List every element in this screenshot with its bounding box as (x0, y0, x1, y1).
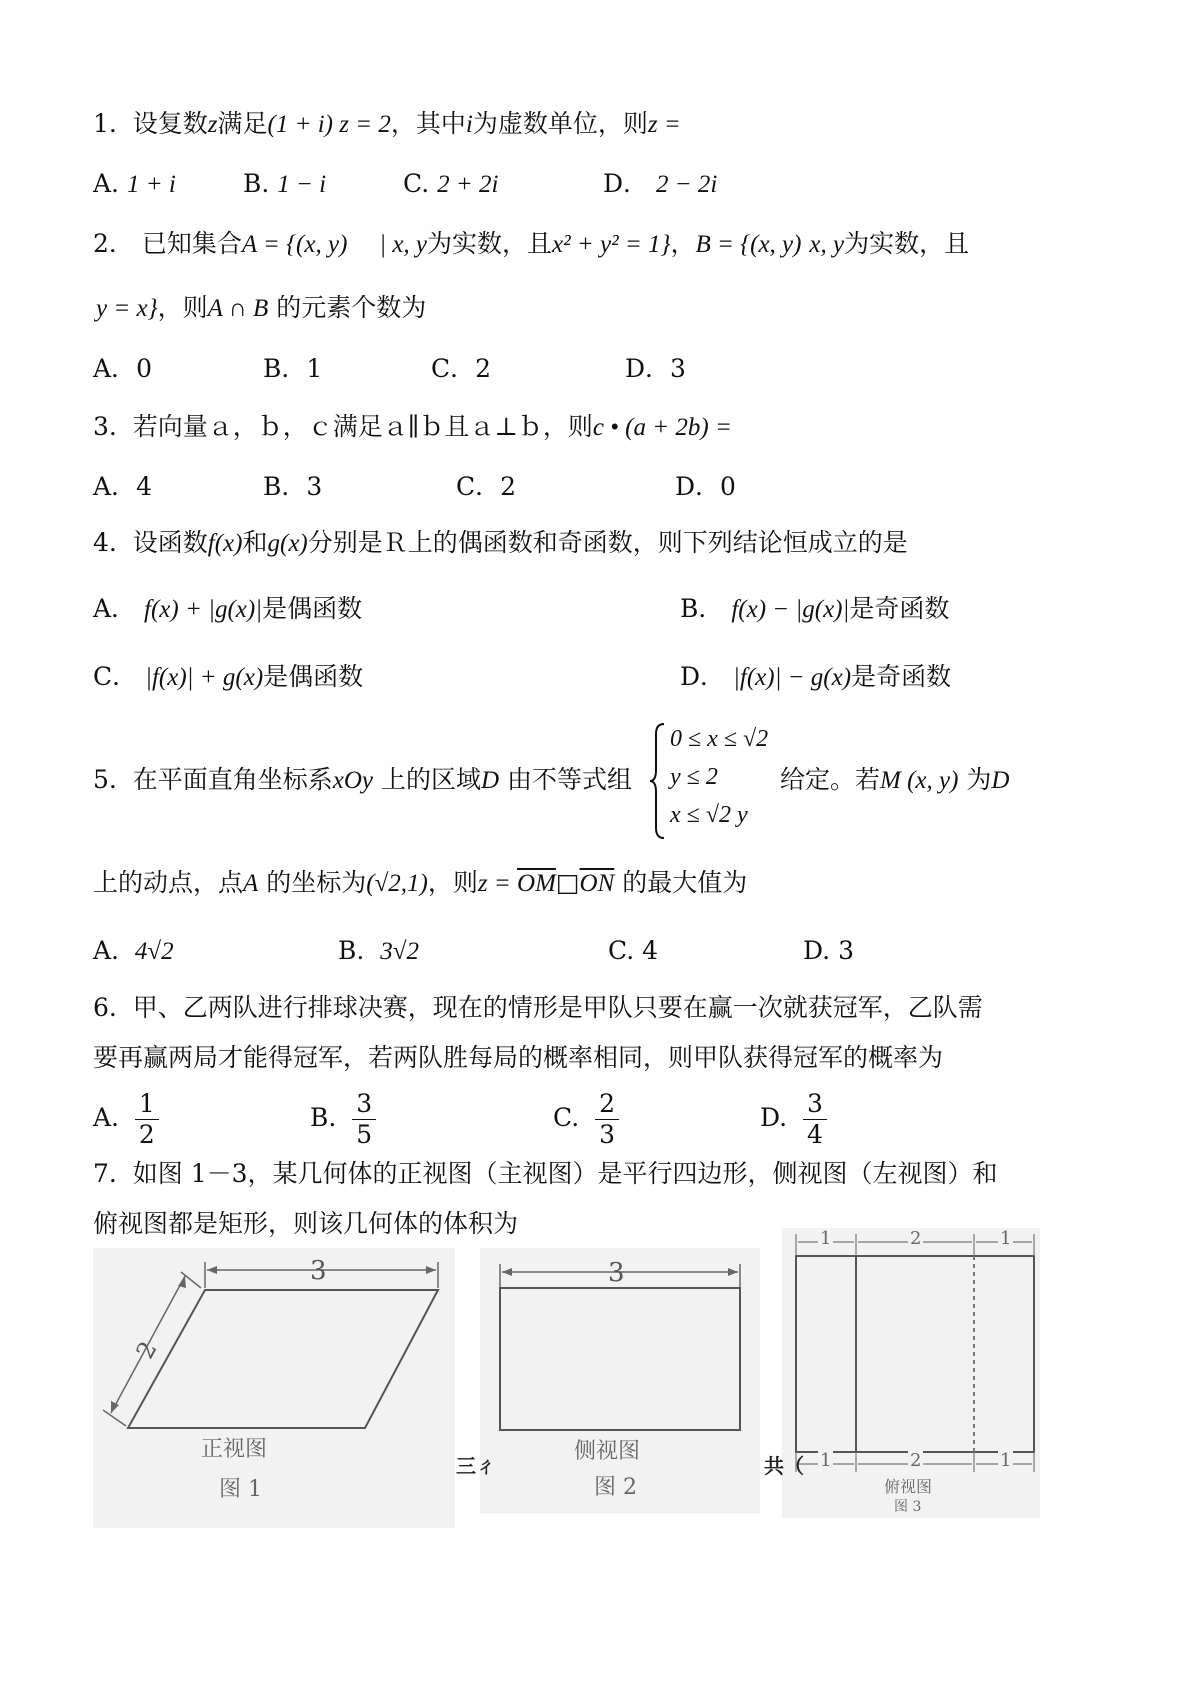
fig1-dim-side: 2 (130, 1336, 163, 1364)
q1-option-b[interactable]: B. 1 − i (243, 169, 327, 198)
fig3-caption: 图 3 (894, 1499, 922, 1515)
question-6-stem-line1: 6. 甲、乙两队进行排球决赛，现在的情形是甲队只要在赢一次就获冠军，乙队需 (93, 993, 983, 1022)
q5-option-b[interactable]: B. 3√2 (338, 936, 419, 965)
q6-option-b[interactable]: B. $\frac{3}{5}$ (310, 1087, 376, 1150)
fig2-caption: 图 2 (594, 1475, 637, 1500)
fig3-dim-bottom-1: 1 (820, 1450, 832, 1471)
q3-option-d[interactable]: D．0 (675, 472, 736, 501)
fraction: $\frac{3}{4}$ (803, 1089, 827, 1150)
question-2-stem-line1: 2． 已知集合A = {(x, y) | x, y为实数，且x² + y² = 1}，B = {(x, y) x, y为实数，且 (93, 229, 970, 258)
footer-fragment-right: 共（ (764, 1454, 804, 1478)
inequality-3: x ≤ √2 y (670, 802, 748, 828)
fig3-dim-top-1: 1 (820, 1228, 832, 1249)
q3-option-b[interactable]: B．3 (263, 472, 323, 501)
q1-option-a[interactable]: A. 1 + i (93, 169, 176, 198)
fig3-dim-top-3: 1 (1000, 1228, 1012, 1249)
q5-option-a[interactable]: A. 4√2 (93, 936, 174, 965)
q3-option-c[interactable]: C．2 (456, 472, 517, 501)
q5-option-d[interactable]: D. 3 (803, 936, 854, 965)
q6-option-a[interactable]: A. $\frac{1}{2}$ (93, 1087, 159, 1150)
fraction: $\frac{1}{2}$ (135, 1089, 159, 1150)
fig2-title: 侧视图 (574, 1439, 641, 1464)
q5-option-c[interactable]: C. 4 (608, 936, 659, 965)
inequality-brace (648, 722, 668, 840)
q4-option-d[interactable]: D． |f(x)| − g(x)是奇函数 (680, 662, 952, 691)
q2-option-b[interactable]: B．1 (263, 354, 323, 383)
fig3-dim-bottom-3: 1 (1000, 1450, 1012, 1471)
q1-option-c[interactable]: C. 2 + 2i (403, 169, 499, 198)
question-4-stem: 4. 设函数f(x)和g(x)分别是Ｒ上的偶函数和奇函数，则下列结论恒成立的是 (93, 528, 908, 557)
question-6-stem-line2: 要再赢两局才能得冠军，若两队胜每局的概率相同，则甲队获得冠军的概率为 (93, 1043, 944, 1072)
q6-option-d[interactable]: D. $\frac{3}{4}$ (760, 1087, 827, 1150)
question-5-stem-line1: 5. 在平面直角坐标系xOy 上的区域D 由不等式组 (93, 765, 633, 794)
fig1-caption: 图 1 (219, 1477, 262, 1502)
q1-option-d[interactable]: D． 2 − 2i (603, 169, 718, 198)
question-5-stem-line1b: 给定。若M (x, y) 为D (780, 765, 1010, 794)
q3-option-a[interactable]: A．4 (93, 472, 152, 501)
fraction: $\frac{3}{5}$ (352, 1089, 376, 1150)
fig2-dim-top: 3 (608, 1258, 625, 1288)
inequality-2: y ≤ 2 (670, 764, 718, 790)
question-7-stem-line2: 俯视图都是矩形，则该几何体的体积为 (93, 1209, 519, 1238)
fig3-dim-bottom-2: 2 (910, 1450, 922, 1471)
inequality-1: 0 ≤ x ≤ √2 (670, 726, 769, 752)
figure-3-top-view (782, 1228, 1040, 1518)
fig3-dim-top-2: 2 (910, 1228, 922, 1249)
q4-option-a[interactable]: A． f(x) + |g(x)|是偶函数 (93, 594, 363, 623)
question-1-stem: 1. 设复数z满足(1 + i) z = 2，其中i为虚数单位，则z = (93, 109, 681, 138)
q4-option-c[interactable]: C． |f(x)| + g(x)是偶函数 (93, 662, 364, 691)
parallelogram-diagram (93, 1248, 455, 1528)
question-2-stem-line2: y = x}，则A ∩ B 的元素个数为 (96, 293, 427, 322)
q2-option-a[interactable]: A．0 (93, 354, 152, 383)
figure-2-side-view (480, 1248, 760, 1514)
question-7-stem-line1: 7. 如图 1－3，某几何体的正视图（主视图）是平行四边形，侧视图（左视图）和 (93, 1159, 998, 1188)
q6-option-c[interactable]: C. $\frac{2}{3}$ (553, 1087, 619, 1150)
figure-1-front-view (93, 1248, 455, 1528)
q2-option-c[interactable]: C．2 (431, 354, 492, 383)
fig1-title: 正视图 (201, 1437, 268, 1462)
fraction: $\frac{2}{3}$ (595, 1089, 619, 1150)
q2-option-d[interactable]: D．3 (625, 354, 686, 383)
fig3-title: 俯视图 (884, 1477, 933, 1496)
question-3-stem: 3. 若向量ａ，ｂ，ｃ满足ａ∥ｂ且ａ⊥ｂ，则c • (a + 2b) = (93, 412, 732, 441)
q4-option-b[interactable]: B． f(x) − |g(x)|是奇函数 (680, 594, 950, 623)
footer-fragment-left: 三ㄔ (456, 1454, 496, 1478)
fig1-dim-top: 3 (310, 1256, 327, 1286)
inequality-system (670, 720, 768, 834)
question-5-stem-line2: 上的动点，点A 的坐标为(√2,1)，则$z = \overline{OM}□\overline{ON}$ 的最大值为 (93, 868, 748, 897)
